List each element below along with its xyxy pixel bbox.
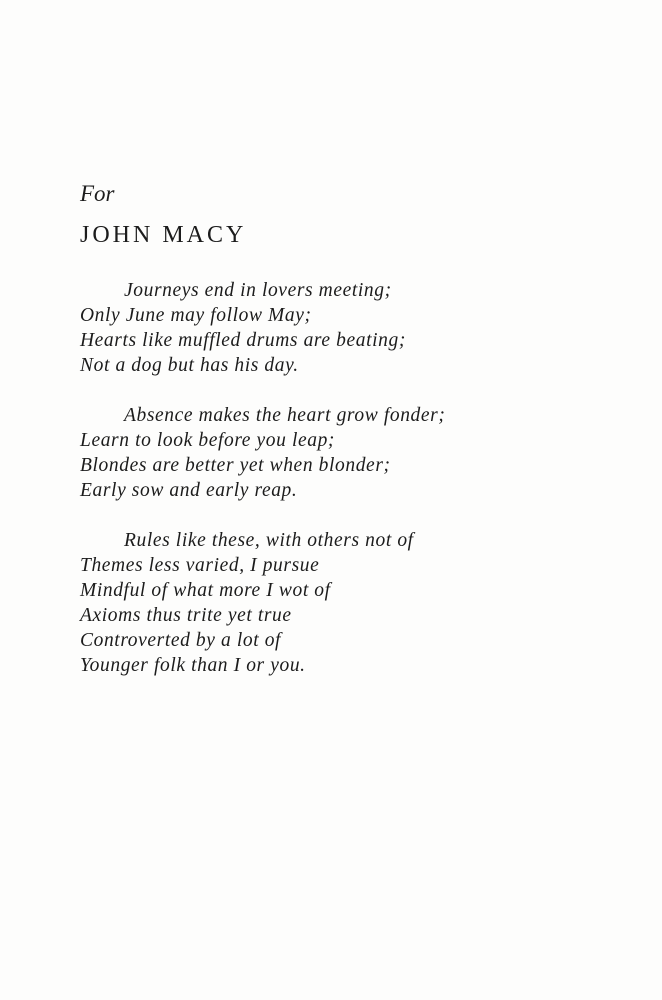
dedication <box>80 180 246 250</box>
poem-line: Journeys end in lovers meeting; <box>124 280 392 301</box>
dedicatee-name: JOHN MACY <box>80 222 247 248</box>
poem-line: Blondes are better yet when blonder; <box>80 455 391 476</box>
stanza-3 <box>80 528 600 678</box>
poem <box>80 278 600 703</box>
poem-line: Early sow and early reap. <box>80 480 298 501</box>
poem-line: Only June may follow May; <box>80 305 312 326</box>
dedication-for-label: For <box>80 181 115 206</box>
poem-line: Hearts like muffled drums are beating; <box>80 330 406 351</box>
poem-line: Younger folk than I or you. <box>80 655 306 676</box>
poem-line: Controverted by a lot of <box>80 630 282 651</box>
poem-line: Mindful of what more I wot of <box>80 580 331 601</box>
stanza-1 <box>80 278 600 378</box>
stanza-2 <box>80 403 600 503</box>
poem-line: Absence makes the heart grow fonder; <box>124 405 446 426</box>
poem-line: Axioms thus trite yet true <box>80 605 292 626</box>
poem-line: Themes less varied, I pursue <box>80 555 320 576</box>
poem-line: Not a dog but has his day. <box>80 355 299 376</box>
poem-line: Rules like these, with others not of <box>124 530 414 551</box>
poem-line: Learn to look before you leap; <box>80 430 336 451</box>
